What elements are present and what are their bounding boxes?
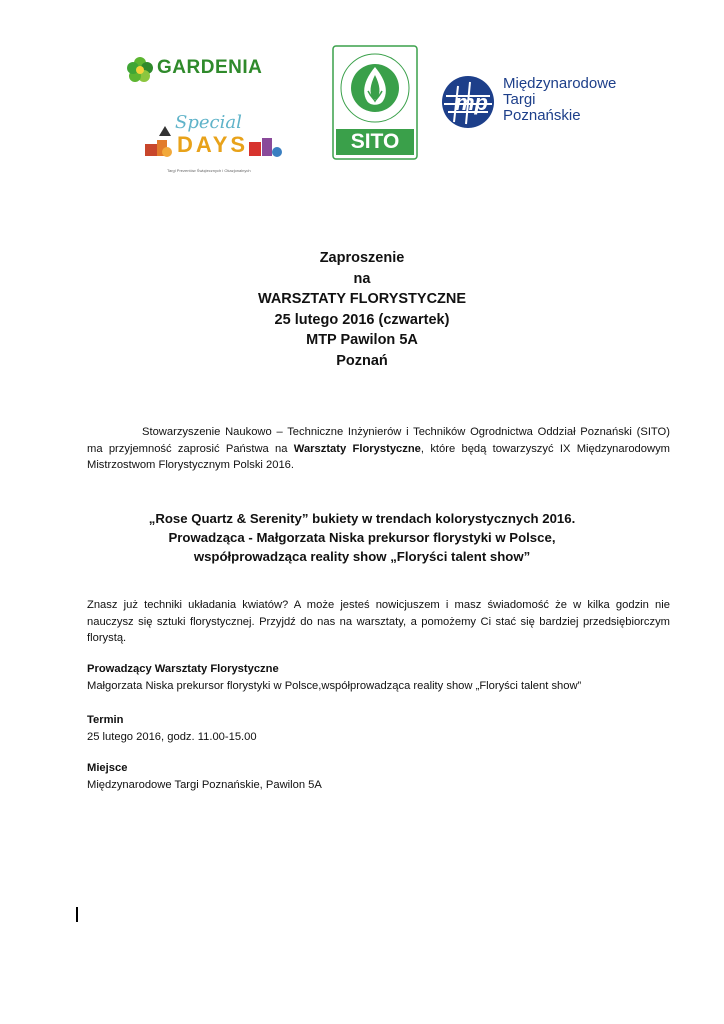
- intro-paragraph: [87, 424, 670, 474]
- title-line-3: WARSZTATY FLORYSTYCZNE: [257, 291, 467, 307]
- mtp-line-2: Targi: [503, 91, 536, 108]
- gardenia-logo: [125, 55, 275, 89]
- text-cursor[interactable]: [76, 907, 78, 922]
- section-heading: Prowadzący Warsztaty Florystyczne: [87, 663, 279, 675]
- sito-logo: [332, 45, 418, 160]
- section-date: [87, 712, 687, 745]
- title-line-6: Poznań: [336, 352, 388, 369]
- section-heading: Termin: [87, 714, 124, 726]
- intro-text-2: , które będą towarzyszyć IX Międzynarodowym Mistrzostwom Florystycznym Polski 2016.: [87, 442, 670, 471]
- mtp-line-1: Międzynarodowe: [503, 75, 617, 92]
- section-text: 25 lutego 2016, godz. 11.00-15.00: [87, 730, 257, 743]
- logo-header: [0, 0, 724, 180]
- globe-icon: [440, 74, 496, 130]
- mtp-line-3: Poznańskie: [503, 107, 581, 124]
- title-line-2: na: [353, 270, 371, 287]
- title-line-1: Zaproszenie: [319, 250, 405, 266]
- svg-text:mp: mp: [455, 90, 488, 115]
- intro-text-1: Stowarzyszenie Naukowo – Techniczne Inżynierów i Techników Ogrodnictwa Oddział Poznański (SITO) ma przyjemność zaprosić Państwa na: [87, 426, 670, 455]
- section-text: Małgorzata Niska prekursor florystyki w Polsce,współprowadząca reality show „Floryści talent show”: [87, 679, 582, 692]
- workshop-subtitle: [0, 509, 724, 566]
- section-heading: Miejsce: [87, 762, 128, 774]
- mtp-wordmark: [503, 76, 616, 124]
- subtitle-line-2: Prowadząca - Małgorzata Niska prekursor florystyki w Polsce,: [168, 530, 556, 545]
- title-line-4: 25 lutego 2016 (czwartek): [274, 311, 450, 328]
- flower-icon: [125, 55, 155, 85]
- mtp-logo: [440, 74, 620, 132]
- subtitle-line-3: współprowadząca reality show „Floryści talent show”: [193, 549, 531, 564]
- svg-text:DAYS: DAYS: [177, 132, 249, 157]
- section-place: [87, 760, 687, 793]
- special-days-graphic: [137, 108, 307, 168]
- body-paragraph: Znasz już techniki układania kwiatów? A może jesteś nowicjuszem i masz świadomość że w kilka godzin nie nauczysz się sztuki florystycznej. Przyjdź do nas na warsztaty, a pomożemy Ci stać się bardziej przedsiębiorczym florystą.: [87, 599, 670, 644]
- section-text: Międzynarodowe Targi Poznańskie, Pawilon 5A: [87, 778, 322, 791]
- sito-wordmark: SITO: [350, 130, 400, 153]
- title-line-5: MTP Pawilon 5A: [306, 332, 418, 348]
- subtitle-line-1: „Rose Quartz & Serenity” bukiety w trendach kolorystycznych 2016.: [148, 511, 576, 526]
- gardenia-wordmark: GARDENIA: [157, 57, 263, 78]
- special-days-tagline: Targi Prezentów Świątecznych i Okazjonalnych: [167, 168, 251, 173]
- invitation-title: [0, 248, 724, 371]
- svg-text:Special: Special: [175, 112, 242, 133]
- special-days-logo: [137, 108, 307, 180]
- intro-bold: Warsztaty Florystyczne: [293, 442, 421, 455]
- section-host: [87, 661, 687, 694]
